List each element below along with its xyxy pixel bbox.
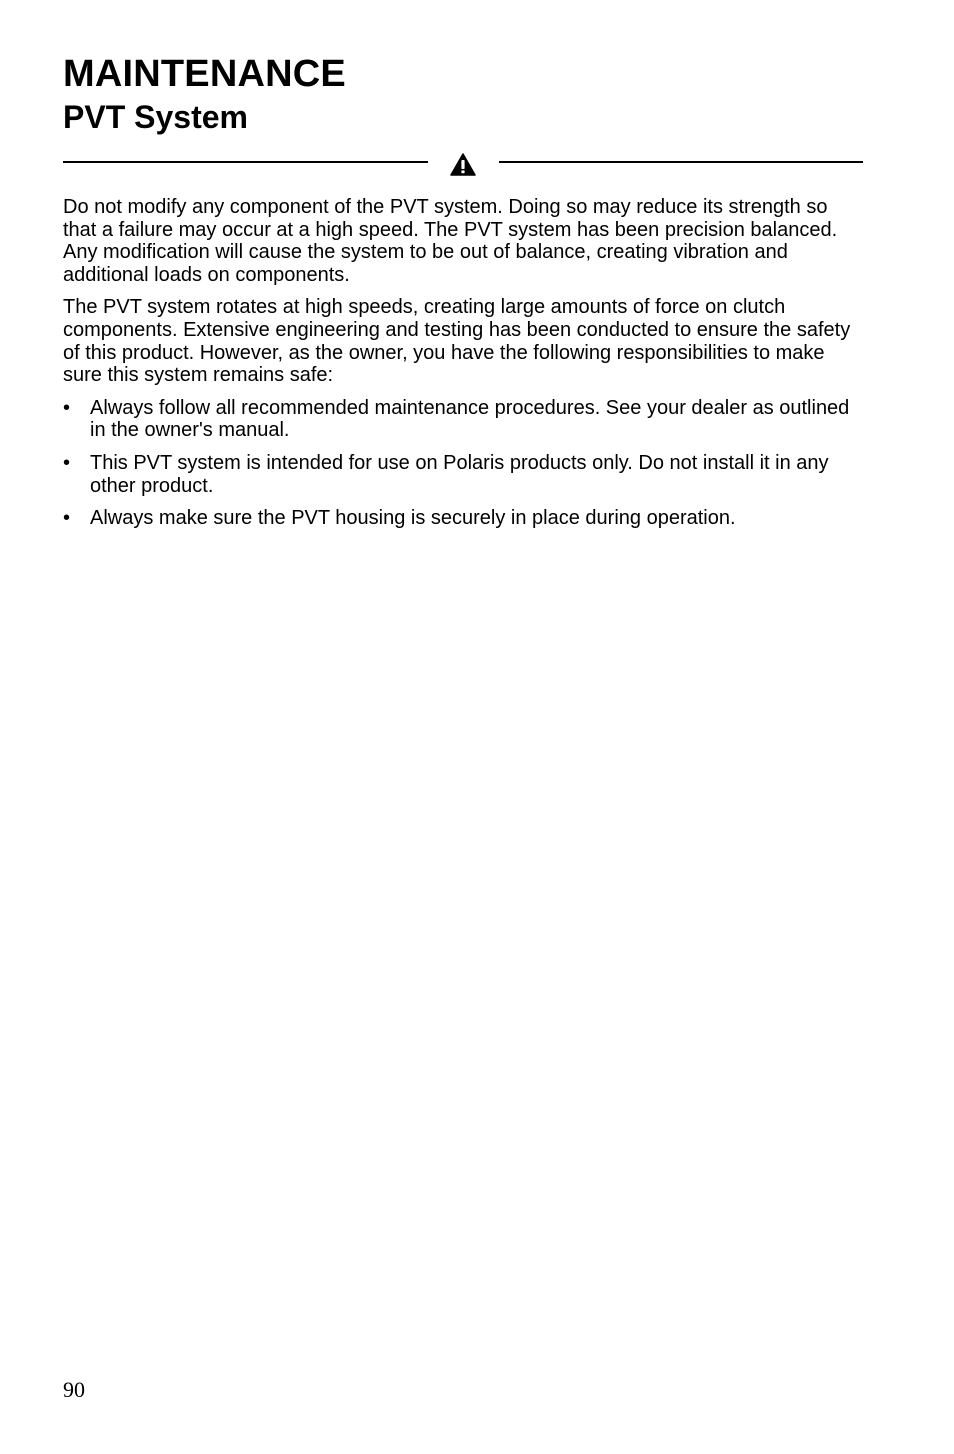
responsibility-list [63, 397, 863, 530]
warning-triangle-icon [450, 153, 476, 176]
list-item [63, 397, 863, 442]
warning-divider-right [499, 161, 863, 163]
list-item-text: Always follow all recommended maintenance procedures. See your dealer as outlined in the owner's manual. [90, 396, 850, 442]
warning-paragraph: Do not modify any component of the PVT system. Doing so may reduce its strength so that a failure may occur at a high speed. The PVT system has been precision balanced. Any modification will cause the system to be out of balance, creating vibration and additional loads on components. [63, 196, 838, 286]
list-item [63, 507, 863, 530]
warning-content [63, 196, 863, 540]
bullet-mark: • [63, 451, 71, 474]
page-number: 90 [63, 1377, 85, 1402]
list-item-text: This PVT system is intended for use on Polaris products only. Do not install it in any other product. [90, 451, 829, 497]
warning-paragraph: The PVT system rotates at high speeds, creating large amounts of force on clutch components. Extensive engineering and testing has been conducted to ensure the safety of this product. However, as the owner, you have the following responsibilities to make sure this system remains safe: [63, 296, 851, 387]
subsection-title: PVT System [63, 99, 248, 135]
warning-divider-left [63, 161, 428, 163]
list-item-text: Always make sure the PVT housing is securely in place during operation. [90, 507, 736, 530]
bullet-mark: • [63, 507, 71, 530]
list-item [63, 452, 863, 497]
bullet-mark: • [63, 396, 71, 419]
section-title: MAINTENANCE [63, 53, 346, 95]
